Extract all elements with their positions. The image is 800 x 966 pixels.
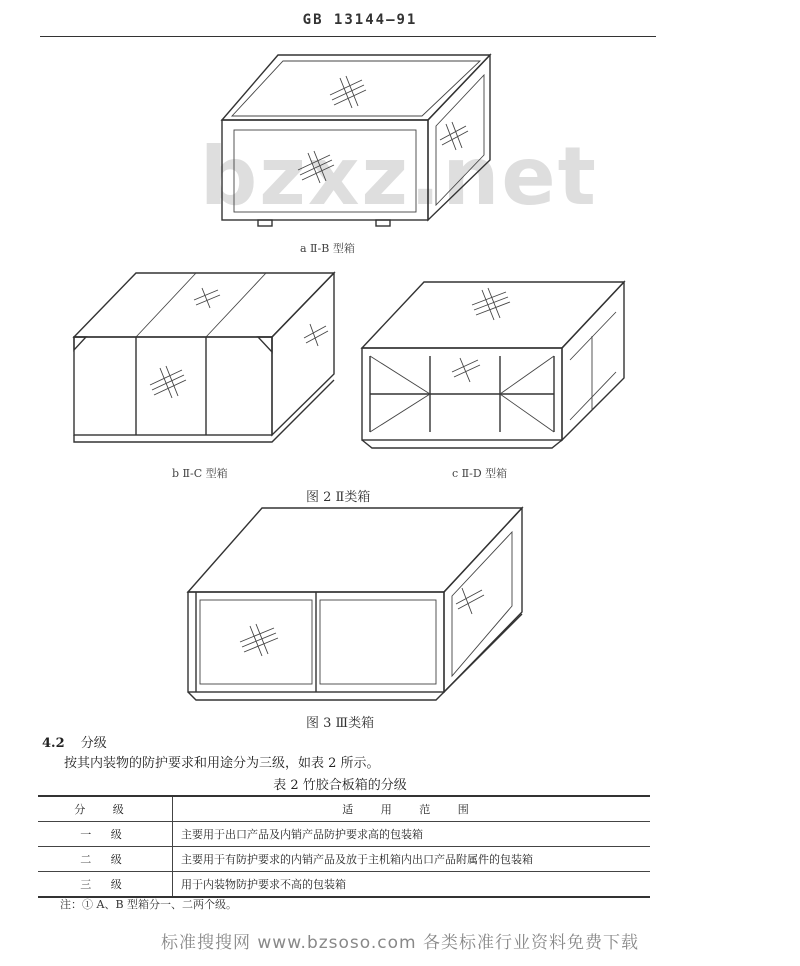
table-row [38,847,650,872]
grade-table [38,795,650,898]
section-number: 4.2 [42,736,65,751]
table-row [38,872,650,898]
scope-cell: 用于内装物防护要求不高的包装箱 [173,872,651,898]
site-footer-banner: 标准搜搜网 www.bzsoso.com 各类标准行业资料免费下载 [160,933,639,953]
figure-2b-caption: b Ⅱ-C 型箱 [172,467,228,480]
table-header-row [38,796,650,822]
standard-number: GB 13144—91 [302,12,418,28]
section-paragraph: 按其内装物的防护要求和用途分为三级，如表 2 所示。 [64,756,380,771]
table-row [38,822,650,847]
figure-3-title: 图 3 Ⅲ类箱 [306,716,375,731]
figure-2a-caption: a Ⅱ-B 型箱 [300,242,355,255]
section-heading [42,732,107,751]
watermark-text: bzxz.net [200,130,598,223]
table-note: 注：① A、B 型箱分一、二两个级。 [60,898,238,911]
grade-cell: 三 级 [38,872,173,898]
header-grade: 分 级 [38,796,173,822]
figure-2c-caption: c Ⅱ-D 型箱 [452,467,508,480]
table-caption: 表 2 竹胶合板箱的分级 [273,778,407,793]
scope-cell: 主要用于有防护要求的内销产品及放于主机箱内出口产品附属件的包装箱 [173,847,651,872]
section-title: 分级 [80,736,107,751]
grade-cell: 二 级 [38,847,173,872]
figure-2-title: 图 2 Ⅱ类箱 [306,490,371,505]
header-scope: 适 用 范 围 [173,796,651,822]
scope-cell: 主要用于出口产品及内销产品防护要求高的包装箱 [173,822,651,847]
header-rule [40,36,656,37]
grade-cell: 一 级 [38,822,173,847]
